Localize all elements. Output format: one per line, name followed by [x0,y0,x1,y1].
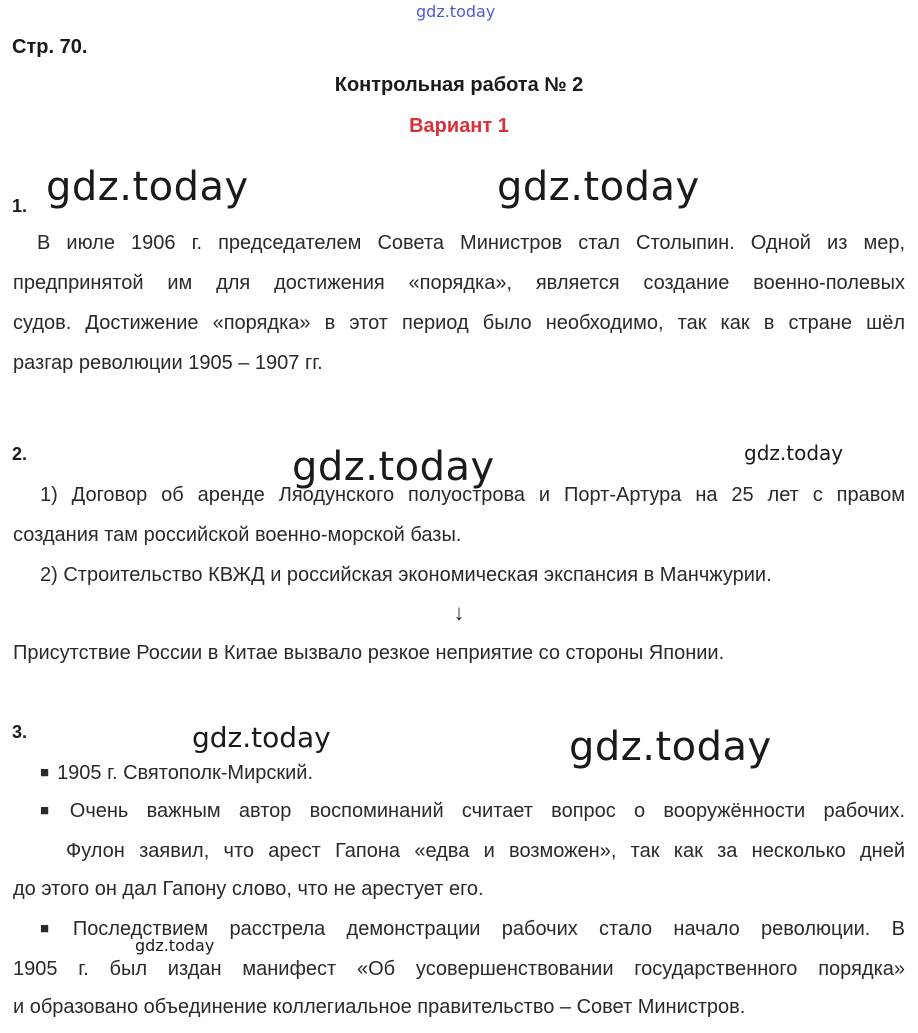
paragraph-line: и образовано объединение коллегиальное правительство – Совет Министров. [13,996,746,1018]
task-number: 3. [12,722,28,742]
task-number: 2. [12,444,28,464]
paragraph-line: до этого он дал Гапону слово, что не арестует его. [13,878,484,900]
bullet-text: Последствием расстрела демонстрации рабочих стало начало революции. В [72,918,906,940]
watermark: gdz.today [192,721,331,754]
paragraph-line: 1905 г. был издан манифест «Об усовершенствовании государственного порядка» [13,958,905,980]
paragraph-line: Присутствие России в Китае вызвало резкое неприятие со стороны Японии. [13,642,725,664]
watermark: gdz.today [292,444,495,490]
paragraph-line: 2) Строительство КВЖД и российская экономическая экспансия в Манчжурии. [40,564,772,586]
paragraph-line: создания там российской военно-морской базы. [13,524,462,546]
bullet-text: Очень важным автор воспоминаний считает вопрос о вооружённости рабочих. [69,800,906,822]
paragraph-line: разгар революции 1905 – 1907 гг. [13,352,323,374]
bullet-item [40,800,905,823]
down-arrow-icon: ↓ [453,600,465,625]
paragraph-line: Фулон заявил, что арест Гапона «едва и возможен», так как за несколько дней [66,840,905,862]
paragraph-line: 1) Договор об аренде Ляодунского полуострова и Порт-Артура на 25 лет с правом [40,484,905,506]
watermark-top: gdz.today [416,2,496,21]
paragraph-line: судов. Достижение «порядка» в этот период было необходимо, так как в стране шёл [13,312,905,334]
watermark: gdz.today [135,936,215,955]
page-title: Контрольная работа № 2 [334,74,584,96]
bullet-item [40,762,313,785]
bullet-icon: ■ [40,920,65,937]
task-number: 1. [12,196,28,216]
page-reference: Стр. 70. [12,36,88,58]
watermark: gdz.today [46,164,249,210]
paragraph-line: предпринятой им для достижения «порядка», является создание военно-полевых [13,272,905,294]
paragraph-line: В июле 1906 г. председателем Совета Министров стал Столыпин. Одной из мер, [37,232,905,254]
variant-heading: Вариант 1 [409,115,509,137]
watermark: gdz.today [497,164,700,210]
watermark: gdz.today [744,441,844,465]
bullet-icon: ■ [40,802,62,819]
bullet-icon: ■ [40,764,50,781]
bullet-text: 1905 г. Святополк-Мирский. [57,762,314,784]
watermark: gdz.today [569,724,772,770]
bullet-item [40,918,905,941]
